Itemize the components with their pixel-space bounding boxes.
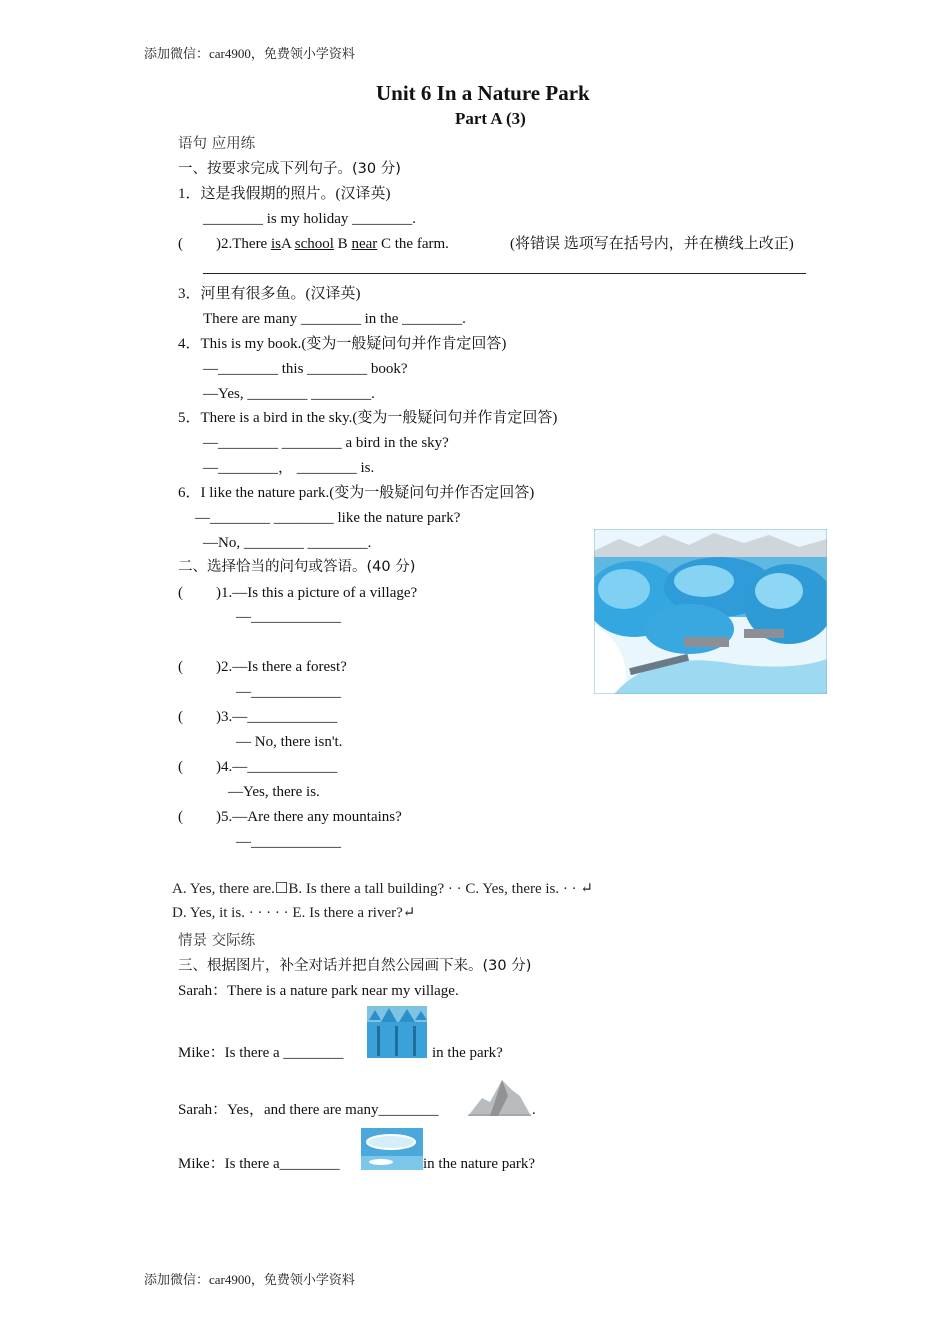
page-subtitle: Part A (3) bbox=[455, 109, 526, 128]
p2-q3-answer: — No, there isn't. bbox=[236, 734, 343, 750]
p2-q4-paren: ( bbox=[178, 759, 183, 775]
p2-q2-text: )2.—Is there a forest? bbox=[216, 659, 347, 675]
p2-q4-answer: —Yes, there is. bbox=[228, 784, 320, 800]
q2-pre: )2.There bbox=[216, 236, 271, 252]
q4-prompt: 4．This is my book.(变为一般疑问句并作肯定回答) bbox=[178, 336, 507, 352]
q4-line2: —Yes, ________ ________. bbox=[203, 386, 375, 402]
q2-option-c-label: C the farm. bbox=[377, 236, 449, 252]
q2-option-c-word: near bbox=[351, 236, 378, 252]
part1-heading: 一、按要求完成下列句子。(30 分) bbox=[178, 161, 401, 177]
dialog-line-4-post: in the nature park? bbox=[423, 1156, 536, 1172]
dialog-line-2-pre: Mike：Is there a ________ bbox=[178, 1045, 344, 1061]
p2-q1-text: )1.—Is this a picture of a village? bbox=[216, 585, 418, 601]
q1-answer: ________ is my holiday ________. bbox=[203, 211, 416, 227]
nature-park-picture bbox=[594, 529, 827, 694]
page-footer: 添加微信：car4900，免费领小学资料 bbox=[144, 1272, 355, 1287]
q2-paren: ( bbox=[178, 236, 183, 252]
p2-q2-answer: —____________ bbox=[236, 684, 341, 700]
page-title: Unit 6 In a Nature Park bbox=[376, 81, 590, 105]
page-header: 添加微信：car4900，免费领小学资料 bbox=[144, 46, 355, 61]
q5-prompt: 5．There is a bird in the sky.(变为一般疑问句并作肯定回答) bbox=[178, 410, 558, 426]
p2-q1-answer: —____________ bbox=[236, 609, 341, 625]
q2-sentence bbox=[216, 234, 449, 254]
q6-line2: —No, ________ ________. bbox=[203, 535, 372, 551]
q2-answer-line bbox=[203, 273, 806, 274]
q3-answer: There are many ________ in the ________. bbox=[203, 311, 466, 327]
p2-q1-paren: ( bbox=[178, 585, 183, 601]
p2-q3-text: )3.—____________ bbox=[216, 709, 338, 725]
forest-icon bbox=[367, 1006, 427, 1058]
section-label-communication: 情景 交际练 bbox=[178, 933, 256, 949]
dialog-line-1: Sarah：There is a nature park near my village. bbox=[178, 983, 459, 999]
q2-option-b-label: B bbox=[333, 236, 352, 252]
q3-prompt: 3．河里有很多鱼。(汉译英) bbox=[178, 286, 361, 302]
options-row-2: D. Yes, it is. · · · · · E. Is there a river?↵ bbox=[172, 905, 416, 921]
part3-heading: 三、根据图片，补全对话并把自然公园画下来。(30 分) bbox=[178, 958, 532, 974]
p2-q2-paren: ( bbox=[178, 659, 183, 675]
q1-prompt: 1．这是我假期的照片。(汉译英) bbox=[178, 186, 391, 202]
q5-line2: —________， ________ is. bbox=[203, 460, 375, 476]
dialog-line-3-post: . bbox=[532, 1102, 536, 1118]
dialog-line-4-pre: Mike：Is there a________ bbox=[178, 1156, 340, 1172]
q5-line1: —________ ________ a bird in the sky? bbox=[203, 435, 449, 451]
q4-line1: —________ this ________ book? bbox=[203, 361, 408, 377]
q2-option-b-word: school bbox=[294, 236, 334, 252]
p2-q5-answer: —____________ bbox=[236, 834, 341, 850]
section-label-practice: 语句 应用练 bbox=[178, 136, 256, 152]
p2-q3-paren: ( bbox=[178, 709, 183, 725]
options-row-1: A. Yes, there are.☐B. Is there a tall building? · · C. Yes, there is. · · ↵ bbox=[172, 881, 593, 897]
lake-icon bbox=[361, 1128, 423, 1170]
dialog-line-3-pre: Sarah：Yes，and there are many________ bbox=[178, 1102, 439, 1118]
q6-prompt: 6．I like the nature park.(变为一般疑问句并作否定回答) bbox=[178, 485, 535, 501]
p2-q4-text: )4.—____________ bbox=[216, 759, 338, 775]
q2-option-a-label: A bbox=[280, 236, 295, 252]
q2-option-a-word: is bbox=[270, 236, 281, 252]
p2-q5-paren: ( bbox=[178, 809, 183, 825]
q6-line1: —________ ________ like the nature park? bbox=[195, 510, 461, 526]
q2-instruction: (将错误 选项写在括号内，并在横线上改正) bbox=[510, 236, 794, 252]
mountain-icon bbox=[468, 1076, 531, 1116]
part2-heading: 二、选择恰当的问句或答语。(40 分) bbox=[178, 559, 416, 575]
p2-q5-text: )5.—Are there any mountains? bbox=[216, 809, 402, 825]
dialog-line-2-post: in the park? bbox=[432, 1045, 503, 1061]
